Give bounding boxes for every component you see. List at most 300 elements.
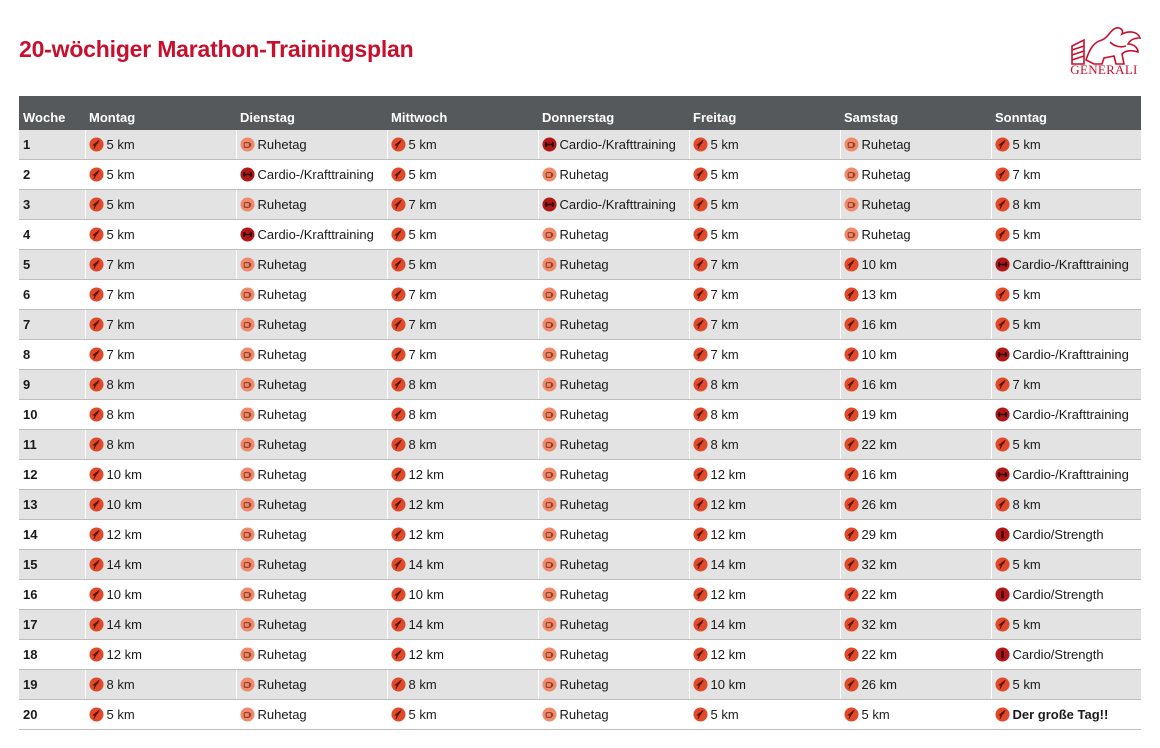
cell-text: Ruhetag xyxy=(559,467,609,482)
cell-friday xyxy=(689,280,840,310)
cell-text: 10 km xyxy=(106,467,142,482)
cell-tuesday xyxy=(236,370,387,400)
cell-text: 12 km xyxy=(710,467,746,482)
running-shoe-icon xyxy=(693,407,708,422)
running-shoe-icon xyxy=(995,287,1010,302)
week-number: 15 xyxy=(19,550,85,580)
running-shoe-icon xyxy=(693,707,708,722)
cell-text: Cardio-/Krafttraining xyxy=(1012,257,1129,272)
running-shoe-icon xyxy=(89,167,104,182)
cell-text: 8 km xyxy=(1012,497,1041,512)
running-shoe-icon xyxy=(89,137,104,152)
table-row xyxy=(19,640,1141,670)
rest-mug-icon xyxy=(844,197,859,212)
cell-text: 16 km xyxy=(861,467,897,482)
cell-tuesday xyxy=(236,580,387,610)
cell-wednesday xyxy=(387,610,538,640)
running-shoe-icon xyxy=(844,677,859,692)
cell-thursday xyxy=(538,490,689,520)
cell-text: 16 km xyxy=(861,377,897,392)
cell-text: 12 km xyxy=(408,527,444,542)
cell-tuesday xyxy=(236,400,387,430)
cell-wednesday xyxy=(387,640,538,670)
cell-wednesday xyxy=(387,220,538,250)
running-shoe-icon xyxy=(89,677,104,692)
running-shoe-icon xyxy=(391,377,406,392)
rest-mug-icon xyxy=(542,437,557,452)
cell-text: 22 km xyxy=(861,587,897,602)
cell-text: 8 km xyxy=(106,677,135,692)
cell-text: 5 km xyxy=(861,707,890,722)
table-row xyxy=(19,430,1141,460)
running-shoe-icon xyxy=(391,437,406,452)
cell-tuesday xyxy=(236,190,387,220)
cell-tuesday xyxy=(236,610,387,640)
table-row xyxy=(19,610,1141,640)
running-shoe-icon xyxy=(844,377,859,392)
cell-friday xyxy=(689,310,840,340)
cell-text: 7 km xyxy=(710,317,739,332)
cell-tuesday xyxy=(236,130,387,160)
running-shoe-icon xyxy=(693,137,708,152)
cell-sunday xyxy=(991,160,1141,190)
rest-mug-icon xyxy=(542,557,557,572)
running-shoe-icon xyxy=(844,437,859,452)
cell-wednesday xyxy=(387,190,538,220)
cell-friday xyxy=(689,430,840,460)
cell-text: 7 km xyxy=(710,347,739,362)
rest-mug-icon xyxy=(240,707,255,722)
cell-text: 8 km xyxy=(106,437,135,452)
cell-text: Ruhetag xyxy=(257,437,307,452)
cell-text: Ruhetag xyxy=(257,677,307,692)
cell-text: 5 km xyxy=(106,197,135,212)
cell-text: 13 km xyxy=(861,287,897,302)
table-row xyxy=(19,250,1141,280)
cell-monday xyxy=(85,280,236,310)
cell-text: Cardio/Strength xyxy=(1012,647,1104,662)
cell-thursday xyxy=(538,280,689,310)
cell-text: 8 km xyxy=(1012,197,1041,212)
running-shoe-icon xyxy=(89,617,104,632)
cell-text: 5 km xyxy=(710,197,739,212)
week-number: 16 xyxy=(19,580,85,610)
week-number: 13 xyxy=(19,490,85,520)
cell-text: 5 km xyxy=(1012,317,1041,332)
cell-text: 8 km xyxy=(408,377,437,392)
cell-text: 5 km xyxy=(408,167,437,182)
cell-friday xyxy=(689,460,840,490)
running-shoe-icon xyxy=(391,257,406,272)
cell-text: 8 km xyxy=(408,677,437,692)
cell-text: 12 km xyxy=(710,527,746,542)
running-shoe-icon xyxy=(693,317,708,332)
cell-sunday xyxy=(991,130,1141,160)
running-shoe-icon xyxy=(844,617,859,632)
cell-text: Cardio-/Krafttraining xyxy=(257,227,374,242)
cell-friday xyxy=(689,550,840,580)
cell-thursday xyxy=(538,520,689,550)
table-header-row xyxy=(19,96,1141,130)
cell-thursday xyxy=(538,340,689,370)
cell-tuesday xyxy=(236,220,387,250)
running-shoe-icon xyxy=(391,497,406,512)
running-shoe-icon xyxy=(89,467,104,482)
week-number: 19 xyxy=(19,670,85,700)
table-row xyxy=(19,370,1141,400)
cell-thursday xyxy=(538,220,689,250)
cell-text: Ruhetag xyxy=(559,527,609,542)
cell-text: 5 km xyxy=(710,707,739,722)
cell-text: 7 km xyxy=(710,257,739,272)
rest-mug-icon xyxy=(240,257,255,272)
running-shoe-icon xyxy=(693,467,708,482)
cell-text: Cardio/Strength xyxy=(1012,587,1104,602)
running-shoe-icon xyxy=(693,437,708,452)
cell-text: 7 km xyxy=(408,347,437,362)
cell-thursday xyxy=(538,370,689,400)
rest-mug-icon xyxy=(542,707,557,722)
cell-thursday xyxy=(538,670,689,700)
cell-text: 26 km xyxy=(861,677,897,692)
cell-sunday xyxy=(991,370,1141,400)
cell-text: 5 km xyxy=(408,137,437,152)
cell-text: 12 km xyxy=(106,647,142,662)
rest-mug-icon xyxy=(542,617,557,632)
week-number: 9 xyxy=(19,370,85,400)
cell-saturday xyxy=(840,580,991,610)
cell-text: 5 km xyxy=(710,227,739,242)
cell-text: 12 km xyxy=(710,647,746,662)
week-number: 6 xyxy=(19,280,85,310)
cell-text: Cardio-/Krafttraining xyxy=(559,137,676,152)
running-shoe-icon xyxy=(89,347,104,362)
running-shoe-icon xyxy=(391,677,406,692)
logo-text: GENERALI xyxy=(1070,62,1138,77)
header-week: Woche xyxy=(19,96,85,130)
running-shoe-icon xyxy=(391,227,406,242)
dumbbell-icon xyxy=(995,257,1010,272)
cell-text: Ruhetag xyxy=(559,617,609,632)
rest-mug-icon xyxy=(240,407,255,422)
cell-saturday xyxy=(840,460,991,490)
running-shoe-icon xyxy=(995,167,1010,182)
cell-saturday xyxy=(840,280,991,310)
cell-thursday xyxy=(538,160,689,190)
week-number: 2 xyxy=(19,160,85,190)
running-shoe-icon xyxy=(844,707,859,722)
cell-text: 32 km xyxy=(861,557,897,572)
cell-text: 19 km xyxy=(861,407,897,422)
cell-saturday xyxy=(840,700,991,730)
cell-sunday xyxy=(991,460,1141,490)
cell-text: Ruhetag xyxy=(861,197,911,212)
cell-text: 7 km xyxy=(106,347,135,362)
cell-monday xyxy=(85,190,236,220)
cell-thursday xyxy=(538,700,689,730)
cell-text: Ruhetag xyxy=(559,497,609,512)
running-shoe-icon xyxy=(693,347,708,362)
cell-friday xyxy=(689,670,840,700)
running-shoe-icon xyxy=(391,407,406,422)
week-number: 12 xyxy=(19,460,85,490)
table-row xyxy=(19,700,1141,730)
cell-thursday xyxy=(538,250,689,280)
cell-text: 5 km xyxy=(1012,137,1041,152)
running-shoe-icon xyxy=(89,527,104,542)
cell-monday xyxy=(85,430,236,460)
rest-mug-icon xyxy=(240,287,255,302)
header-monday: Montag xyxy=(85,96,236,130)
rest-mug-icon xyxy=(542,527,557,542)
running-shoe-icon xyxy=(995,497,1010,512)
rest-mug-icon xyxy=(240,137,255,152)
week-number: 18 xyxy=(19,640,85,670)
cell-text: Ruhetag xyxy=(257,137,307,152)
cell-text: 5 km xyxy=(106,137,135,152)
running-shoe-icon xyxy=(844,347,859,362)
cell-sunday xyxy=(991,190,1141,220)
cell-sunday xyxy=(991,520,1141,550)
cell-text: 12 km xyxy=(106,527,142,542)
rest-mug-icon xyxy=(240,527,255,542)
cell-friday xyxy=(689,160,840,190)
cell-saturday xyxy=(840,520,991,550)
cell-text: 10 km xyxy=(106,497,142,512)
cell-text: 5 km xyxy=(1012,677,1041,692)
cell-text: Ruhetag xyxy=(257,407,307,422)
running-shoe-icon xyxy=(844,467,859,482)
cell-thursday xyxy=(538,130,689,160)
cell-text: 10 km xyxy=(106,587,142,602)
rest-mug-icon xyxy=(542,317,557,332)
cell-sunday xyxy=(991,280,1141,310)
cell-wednesday xyxy=(387,160,538,190)
cell-text: 12 km xyxy=(710,497,746,512)
cell-sunday xyxy=(991,640,1141,670)
cell-text: 22 km xyxy=(861,647,897,662)
cell-saturday xyxy=(840,160,991,190)
table-body xyxy=(19,130,1141,730)
header-friday: Freitag xyxy=(689,96,840,130)
cell-monday xyxy=(85,130,236,160)
table-row xyxy=(19,580,1141,610)
cell-text: 16 km xyxy=(861,317,897,332)
running-shoe-icon xyxy=(391,707,406,722)
cell-tuesday xyxy=(236,640,387,670)
running-shoe-icon xyxy=(391,287,406,302)
cell-text: Ruhetag xyxy=(861,227,911,242)
cell-text: 14 km xyxy=(106,557,142,572)
cell-saturday xyxy=(840,430,991,460)
cell-friday xyxy=(689,700,840,730)
table-row xyxy=(19,550,1141,580)
rest-mug-icon xyxy=(542,647,557,662)
cell-text: 12 km xyxy=(710,587,746,602)
rest-mug-icon xyxy=(844,227,859,242)
cell-tuesday xyxy=(236,520,387,550)
running-shoe-icon xyxy=(995,617,1010,632)
running-shoe-icon xyxy=(693,557,708,572)
cell-text: 5 km xyxy=(710,137,739,152)
rest-mug-icon xyxy=(240,557,255,572)
running-shoe-icon xyxy=(391,197,406,212)
rest-mug-icon xyxy=(542,467,557,482)
cell-text: Ruhetag xyxy=(559,677,609,692)
running-shoe-icon xyxy=(995,557,1010,572)
cell-tuesday xyxy=(236,280,387,310)
cell-thursday xyxy=(538,550,689,580)
cell-sunday xyxy=(991,550,1141,580)
cell-wednesday xyxy=(387,520,538,550)
cell-wednesday xyxy=(387,700,538,730)
cell-text: 10 km xyxy=(861,347,897,362)
running-shoe-icon xyxy=(89,287,104,302)
cell-text: 7 km xyxy=(1012,377,1041,392)
rest-mug-icon xyxy=(844,167,859,182)
cell-saturday xyxy=(840,130,991,160)
cell-text: Ruhetag xyxy=(257,587,307,602)
cell-monday xyxy=(85,250,236,280)
running-shoe-icon xyxy=(844,317,859,332)
week-number: 7 xyxy=(19,310,85,340)
cell-text: 12 km xyxy=(408,647,444,662)
week-number: 17 xyxy=(19,610,85,640)
cell-wednesday xyxy=(387,400,538,430)
cell-text: 8 km xyxy=(710,377,739,392)
cell-saturday xyxy=(840,640,991,670)
cell-sunday xyxy=(991,250,1141,280)
cell-text: 12 km xyxy=(408,467,444,482)
cell-friday xyxy=(689,520,840,550)
rest-mug-icon xyxy=(844,137,859,152)
cell-text: 8 km xyxy=(106,377,135,392)
cell-tuesday xyxy=(236,160,387,190)
rest-mug-icon xyxy=(240,197,255,212)
cell-text: Ruhetag xyxy=(559,347,609,362)
cell-sunday xyxy=(991,670,1141,700)
cell-monday xyxy=(85,670,236,700)
rest-mug-icon xyxy=(240,497,255,512)
cell-text: 7 km xyxy=(710,287,739,302)
running-shoe-icon xyxy=(693,677,708,692)
cell-text: Ruhetag xyxy=(257,497,307,512)
cell-friday xyxy=(689,580,840,610)
rest-mug-icon xyxy=(542,227,557,242)
cell-wednesday xyxy=(387,250,538,280)
cell-wednesday xyxy=(387,370,538,400)
cell-friday xyxy=(689,190,840,220)
cell-thursday xyxy=(538,310,689,340)
cell-monday xyxy=(85,160,236,190)
cell-text: 8 km xyxy=(408,437,437,452)
table-row xyxy=(19,220,1141,250)
rest-mug-icon xyxy=(542,497,557,512)
running-shoe-icon xyxy=(693,647,708,662)
table-row xyxy=(19,340,1141,370)
running-shoe-icon xyxy=(89,707,104,722)
cell-text: 5 km xyxy=(408,707,437,722)
week-number: 20 xyxy=(19,700,85,730)
header-saturday: Samstag xyxy=(840,96,991,130)
cell-sunday xyxy=(991,400,1141,430)
running-shoe-icon xyxy=(844,587,859,602)
cell-friday xyxy=(689,220,840,250)
cell-text: 8 km xyxy=(710,407,739,422)
rest-mug-icon xyxy=(542,407,557,422)
cell-friday xyxy=(689,370,840,400)
cell-text: Cardio-/Krafttraining xyxy=(1012,467,1129,482)
running-shoe-icon xyxy=(391,557,406,572)
cell-text: Ruhetag xyxy=(257,527,307,542)
cell-text: 14 km xyxy=(106,617,142,632)
running-shoe-icon xyxy=(693,167,708,182)
week-number: 11 xyxy=(19,430,85,460)
dumbbell-icon xyxy=(240,167,255,182)
cell-text: Ruhetag xyxy=(559,257,609,272)
running-shoe-icon xyxy=(89,437,104,452)
cell-tuesday xyxy=(236,430,387,460)
cell-text: 5 km xyxy=(1012,227,1041,242)
cell-text: 7 km xyxy=(106,317,135,332)
cell-text: 29 km xyxy=(861,527,897,542)
cell-text: 5 km xyxy=(1012,287,1041,302)
cell-monday xyxy=(85,520,236,550)
cell-friday xyxy=(689,490,840,520)
cell-text: 7 km xyxy=(408,197,437,212)
rest-mug-icon xyxy=(542,587,557,602)
cell-text: 7 km xyxy=(408,287,437,302)
cell-text: 5 km xyxy=(710,167,739,182)
cell-text: Ruhetag xyxy=(559,557,609,572)
running-shoe-icon xyxy=(391,647,406,662)
running-shoe-icon xyxy=(693,287,708,302)
cell-text: 26 km xyxy=(861,497,897,512)
rest-mug-icon xyxy=(240,437,255,452)
cell-text: 5 km xyxy=(1012,437,1041,452)
cell-saturday xyxy=(840,340,991,370)
week-number: 1 xyxy=(19,130,85,160)
cell-text: 32 km xyxy=(861,617,897,632)
cell-text: Ruhetag xyxy=(257,467,307,482)
cell-wednesday xyxy=(387,670,538,700)
week-number: 8 xyxy=(19,340,85,370)
running-shoe-icon xyxy=(89,587,104,602)
running-shoe-icon xyxy=(693,587,708,602)
cell-text: 10 km xyxy=(861,257,897,272)
cell-text: 7 km xyxy=(408,317,437,332)
cell-wednesday xyxy=(387,550,538,580)
running-shoe-icon xyxy=(89,227,104,242)
cell-sunday xyxy=(991,220,1141,250)
cell-wednesday xyxy=(387,310,538,340)
cell-text: Cardio/Strength xyxy=(1012,527,1104,542)
cell-saturday xyxy=(840,190,991,220)
cell-text: Ruhetag xyxy=(257,557,307,572)
table-row xyxy=(19,520,1141,550)
cell-text: 10 km xyxy=(408,587,444,602)
running-shoe-icon xyxy=(844,497,859,512)
cell-text: Cardio-/Krafttraining xyxy=(1012,407,1129,422)
cell-monday xyxy=(85,460,236,490)
running-shoe-icon xyxy=(844,527,859,542)
week-number: 14 xyxy=(19,520,85,550)
cell-saturday xyxy=(840,610,991,640)
table-row xyxy=(19,130,1141,160)
table-row xyxy=(19,460,1141,490)
table-row xyxy=(19,280,1141,310)
dumbbell-icon xyxy=(542,197,557,212)
